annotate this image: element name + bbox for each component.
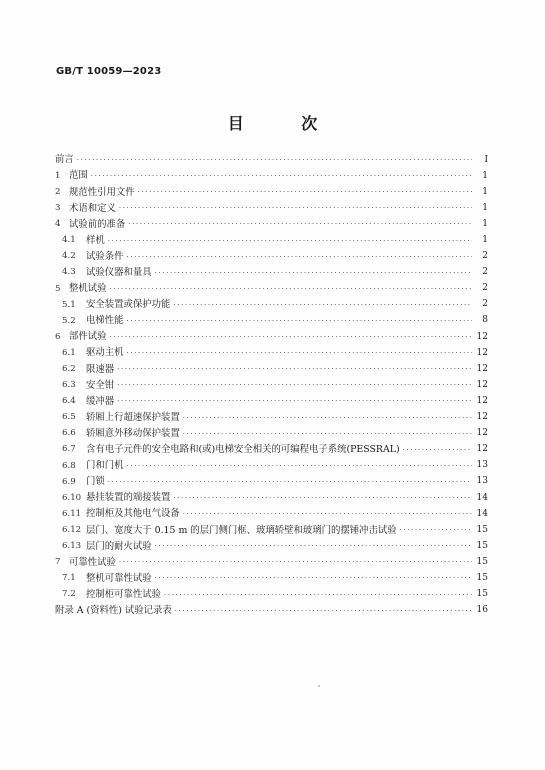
toc-entry-page: 1 bbox=[482, 235, 488, 246]
toc-entry[interactable] bbox=[55, 313, 488, 329]
toc-entry[interactable] bbox=[55, 329, 488, 345]
toc-entry-page: 12 bbox=[476, 363, 488, 374]
toc-entry-number: 2 bbox=[55, 186, 61, 197]
toc-entry[interactable] bbox=[55, 426, 488, 442]
toc-entry-label: 含有电子元件的安全电路和(或)电梯安全相关的可编程电子系统(PESSRAL) bbox=[86, 444, 400, 456]
toc-entry-label: 门和门机 bbox=[86, 460, 124, 472]
toc-entry-label: 控制柜及其他电气设备 bbox=[86, 508, 180, 520]
toc-entry-number: 6.9 bbox=[62, 476, 76, 487]
toc-entry[interactable] bbox=[55, 345, 488, 361]
toc-entry[interactable] bbox=[55, 410, 488, 426]
toc-entry-label: 悬挂装置的端接装置 bbox=[86, 492, 171, 504]
toc-entry-number: 6.13 bbox=[62, 541, 82, 551]
toc-entry-page: 16 bbox=[476, 605, 488, 616]
toc-dot-leader bbox=[173, 300, 472, 310]
toc-entry-page: 2 bbox=[482, 283, 488, 294]
toc-entry[interactable] bbox=[55, 168, 488, 184]
toc-entry-label: 层门、宽度大于 0.15 m 的层门侧门框、玻璃轿壁和玻璃门的摆锤冲击试验 bbox=[86, 524, 397, 536]
toc-entry-page: 15 bbox=[476, 540, 488, 551]
toc-entry-page: 12 bbox=[476, 331, 488, 342]
toc-entry-page: 12 bbox=[476, 412, 488, 423]
toc-entry-label: 缓冲器 bbox=[86, 395, 115, 407]
toc-dot-leader bbox=[127, 316, 472, 326]
toc-dot-leader bbox=[155, 541, 472, 551]
toc-dot-leader bbox=[91, 171, 472, 181]
toc-title: 目 次 bbox=[227, 114, 344, 133]
toc-entry-label: 驱动主机 bbox=[86, 347, 124, 359]
toc-dot-leader bbox=[128, 219, 472, 229]
toc-entry-page: 1 bbox=[482, 186, 488, 197]
toc-entry-number: 3 bbox=[55, 203, 61, 214]
toc-entry-page: 15 bbox=[476, 589, 488, 600]
toc-entry-label: 试验仪器和量具 bbox=[86, 267, 152, 278]
toc-dot-leader bbox=[108, 236, 472, 246]
toc-entry-number: 4.2 bbox=[62, 251, 76, 262]
toc-dot-leader bbox=[119, 203, 472, 213]
toc-entry-number: 6.10 bbox=[62, 492, 82, 503]
toc-entry[interactable] bbox=[55, 554, 488, 570]
toc-dot-leader bbox=[164, 590, 472, 600]
toc-entry-label: 附录 A (资料性) 试验记录表 bbox=[55, 604, 172, 616]
toc-entry-page: 13 bbox=[476, 476, 488, 487]
toc-dot-leader bbox=[110, 332, 472, 342]
toc-dot-leader bbox=[173, 493, 472, 503]
toc-entry-number: 5.1 bbox=[62, 299, 76, 310]
toc-dot-leader bbox=[183, 413, 472, 423]
toc-entry-number: 6.12 bbox=[62, 524, 82, 535]
toc-dot-leader bbox=[77, 155, 472, 165]
toc-entry-number: 1 bbox=[55, 170, 61, 181]
toc-entry-page: 15 bbox=[476, 556, 488, 567]
toc-entry-page: 13 bbox=[476, 460, 488, 471]
toc-dot-leader bbox=[117, 380, 472, 390]
toc-dot-leader bbox=[183, 429, 472, 439]
toc-dot-leader bbox=[155, 268, 472, 278]
toc-entry-number: 6.11 bbox=[62, 508, 82, 519]
toc-dot-leader bbox=[117, 396, 472, 406]
toc-entry-page: 14 bbox=[476, 492, 488, 503]
toc-entry[interactable] bbox=[55, 200, 488, 216]
toc-entry[interactable] bbox=[55, 361, 488, 377]
toc-entry[interactable] bbox=[55, 603, 488, 619]
toc-entry-number: 6.7 bbox=[62, 444, 76, 455]
toc-entry-label: 安全钳 bbox=[86, 379, 115, 391]
toc-entry[interactable] bbox=[55, 506, 488, 522]
toc-entry-page: 15 bbox=[476, 572, 488, 583]
toc-entry-label: 安全装置或保护功能 bbox=[86, 299, 171, 311]
toc-entry-page: 2 bbox=[482, 299, 488, 310]
toc-entry[interactable] bbox=[55, 570, 488, 586]
toc-entry[interactable] bbox=[55, 297, 488, 313]
table-of-contents bbox=[55, 152, 488, 619]
toc-dot-leader bbox=[138, 187, 472, 197]
toc-entry-number: 6.4 bbox=[62, 396, 76, 407]
toc-entry-number: 5.2 bbox=[62, 315, 76, 326]
toc-dot-leader bbox=[108, 477, 472, 487]
toc-entry-page: 12 bbox=[476, 428, 488, 439]
toc-entry-page: 1 bbox=[482, 170, 488, 181]
toc-entry[interactable] bbox=[55, 538, 488, 554]
toc-dot-leader bbox=[127, 252, 472, 262]
toc-entry-page: 14 bbox=[476, 508, 488, 519]
toc-entry[interactable] bbox=[55, 184, 488, 200]
toc-entry-label: 层门的耐火试验 bbox=[86, 540, 152, 552]
toc-entry-page: 12 bbox=[476, 395, 488, 406]
document-number: GB/T 10059—2023 bbox=[56, 66, 162, 77]
toc-dot-leader bbox=[155, 573, 472, 583]
toc-entry-number: 4 bbox=[55, 219, 61, 230]
toc-entry-label: 样机 bbox=[86, 234, 105, 246]
toc-entry-page: Ⅰ bbox=[484, 154, 488, 165]
toc-entry-number: 6.5 bbox=[62, 412, 76, 423]
toc-entry-number: 6.3 bbox=[62, 380, 76, 391]
toc-dot-leader bbox=[127, 348, 472, 358]
toc-entry-number: 7 bbox=[55, 557, 61, 568]
toc-entry-label: 轿厢上行超速保护装置 bbox=[86, 411, 180, 423]
toc-entry-number: 6.6 bbox=[62, 428, 76, 439]
toc-dot-leader bbox=[403, 445, 472, 455]
toc-entry-page: 1 bbox=[482, 202, 488, 213]
toc-entry-page: 12 bbox=[476, 347, 488, 358]
toc-entry-label: 术语和定义 bbox=[69, 202, 116, 214]
toc-entry[interactable] bbox=[55, 393, 488, 409]
scan-speck bbox=[318, 685, 320, 687]
toc-entry-label: 控制柜可靠性试验 bbox=[86, 588, 162, 600]
toc-entry-page: 1 bbox=[482, 218, 488, 229]
toc-entry-number: 6.2 bbox=[62, 363, 76, 374]
toc-entry-label: 轿厢意外移动保护装置 bbox=[86, 427, 180, 439]
toc-entry-number: 6 bbox=[55, 331, 61, 342]
toc-entry-label: 门锁 bbox=[86, 476, 105, 488]
toc-dot-leader bbox=[400, 525, 472, 535]
toc-dot-leader bbox=[175, 606, 472, 616]
toc-entry-label: 试验条件 bbox=[86, 250, 124, 262]
toc-dot-leader bbox=[110, 284, 472, 294]
toc-entry-label: 电梯性能 bbox=[86, 315, 124, 327]
toc-entry[interactable] bbox=[55, 152, 488, 168]
toc-entry-page: 2 bbox=[482, 267, 488, 278]
toc-entry-page: 15 bbox=[476, 524, 488, 535]
toc-entry-page: 8 bbox=[482, 315, 488, 326]
toc-entry-page: 2 bbox=[482, 251, 488, 262]
toc-entry-number: 7.1 bbox=[62, 573, 76, 584]
toc-entry-label: 部件试验 bbox=[69, 331, 107, 343]
toc-entry-label: 范围 bbox=[69, 170, 88, 182]
toc-entry[interactable] bbox=[55, 232, 488, 248]
toc-entry-label: 限速器 bbox=[86, 363, 115, 375]
toc-dot-leader bbox=[119, 557, 472, 567]
toc-dot-leader bbox=[183, 509, 472, 519]
toc-entry[interactable] bbox=[55, 522, 488, 538]
toc-entry-number: 6.8 bbox=[62, 460, 76, 471]
toc-entry-page: 12 bbox=[476, 444, 488, 455]
toc-entry[interactable] bbox=[55, 458, 488, 474]
toc-entry[interactable] bbox=[55, 377, 488, 393]
toc-entry[interactable] bbox=[55, 587, 488, 603]
toc-entry-number: 4.3 bbox=[62, 267, 76, 278]
toc-entry-label: 试验前的准备 bbox=[69, 218, 126, 230]
toc-entry[interactable] bbox=[55, 249, 488, 265]
toc-entry[interactable] bbox=[55, 474, 488, 490]
toc-entry-label: 整机可靠性试验 bbox=[86, 572, 152, 584]
toc-entry-label: 前言 bbox=[55, 154, 74, 166]
toc-entry-page: 12 bbox=[476, 379, 488, 390]
toc-entry-number: 4.1 bbox=[62, 235, 76, 246]
toc-entry-label: 规范性引用文件 bbox=[69, 186, 135, 198]
toc-entry-label: 整机试验 bbox=[69, 283, 107, 295]
toc-entry[interactable] bbox=[55, 490, 488, 506]
toc-entry-number: 6.1 bbox=[62, 347, 76, 358]
toc-entry[interactable] bbox=[55, 442, 488, 458]
toc-entry-number: 7.2 bbox=[62, 589, 76, 600]
toc-entry-label: 可靠性试验 bbox=[69, 556, 116, 568]
toc-entry[interactable] bbox=[55, 281, 488, 297]
toc-dot-leader bbox=[117, 364, 472, 374]
toc-dot-leader bbox=[127, 461, 472, 471]
toc-entry[interactable] bbox=[55, 216, 488, 232]
toc-entry[interactable] bbox=[55, 265, 488, 281]
toc-entry-number: 5 bbox=[55, 283, 61, 294]
